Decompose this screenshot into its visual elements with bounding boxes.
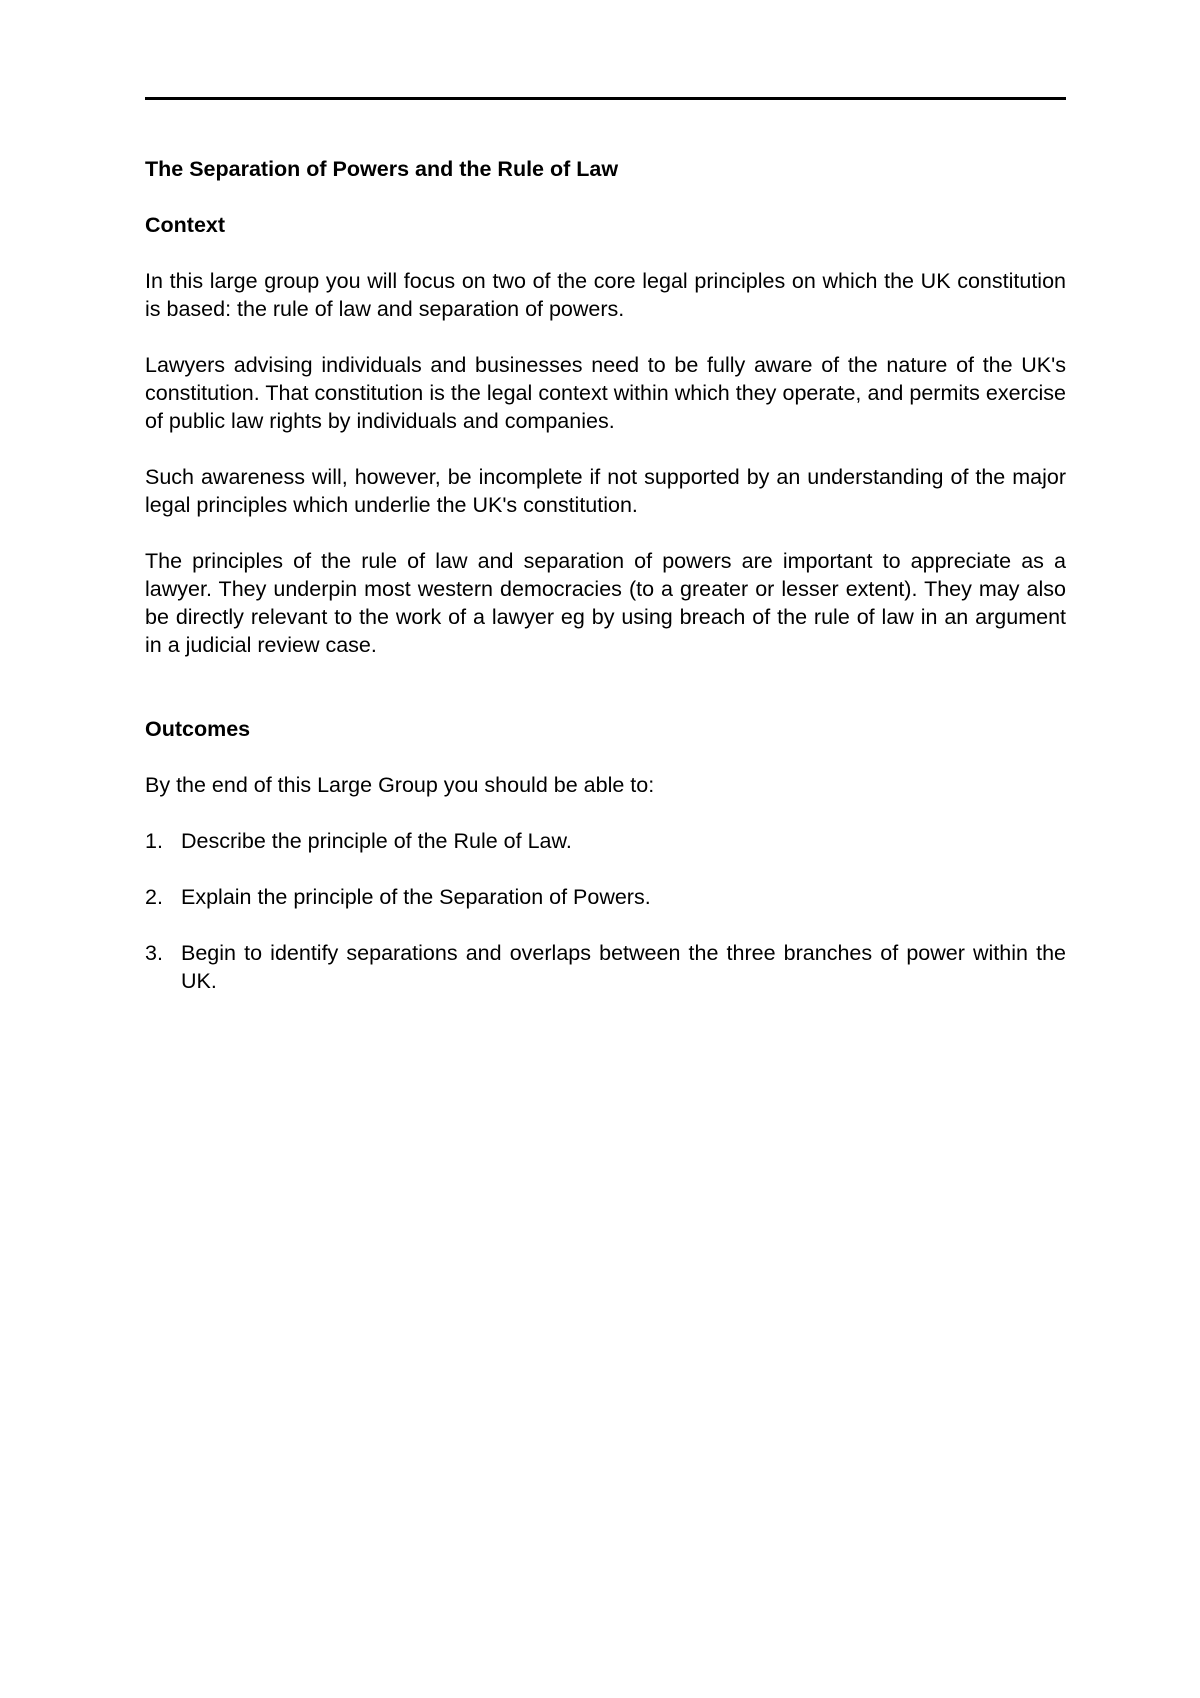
outcome-text: Describe the principle of the Rule of Law. [181, 829, 572, 853]
outcome-number: 3. [145, 941, 163, 965]
context-paragraph-1: In this large group you will focus on two of the core legal principles on which the UK constitution is based: the rule of law and separation of powers. [145, 269, 1066, 321]
context-paragraph-2: Lawyers advising individuals and businesses need to be fully aware of the nature of the UK's constitution. That constitution is the legal context within which they operate, and permits exercise of public law rights by individuals and companies. [145, 353, 1066, 433]
outcome-item-3 [145, 939, 1066, 995]
outcomes-list [145, 827, 1066, 995]
context-heading: Context [145, 213, 226, 237]
outcomes-intro: By the end of this Large Group you should be able to: [145, 773, 655, 797]
outcome-text: Explain the principle of the Separation of Powers. [181, 885, 651, 909]
outcome-item-1 [145, 827, 1066, 855]
outcome-number: 1. [145, 829, 163, 853]
top-horizontal-rule [145, 97, 1066, 100]
outcomes-heading: Outcomes [145, 717, 251, 741]
outcome-number: 2. [145, 885, 163, 909]
outcome-text: Begin to identify separations and overlaps between the three branches of power within the UK. [181, 941, 1066, 993]
document-body [145, 155, 1066, 1023]
context-paragraph-4: The principles of the rule of law and separation of powers are important to appreciate as a lawyer. They underpin most western democracies (to a greater or lesser extent). They may also be directly relevant to the work of a lawyer eg by using breach of the rule of law in an argument in a judicial review case. [145, 549, 1066, 657]
document-title: The Separation of Powers and the Rule of Law [145, 157, 619, 181]
outcome-item-2 [145, 883, 1066, 911]
context-paragraph-3: Such awareness will, however, be incomplete if not supported by an understanding of the major legal principles which underlie the UK's constitution. [145, 465, 1066, 517]
